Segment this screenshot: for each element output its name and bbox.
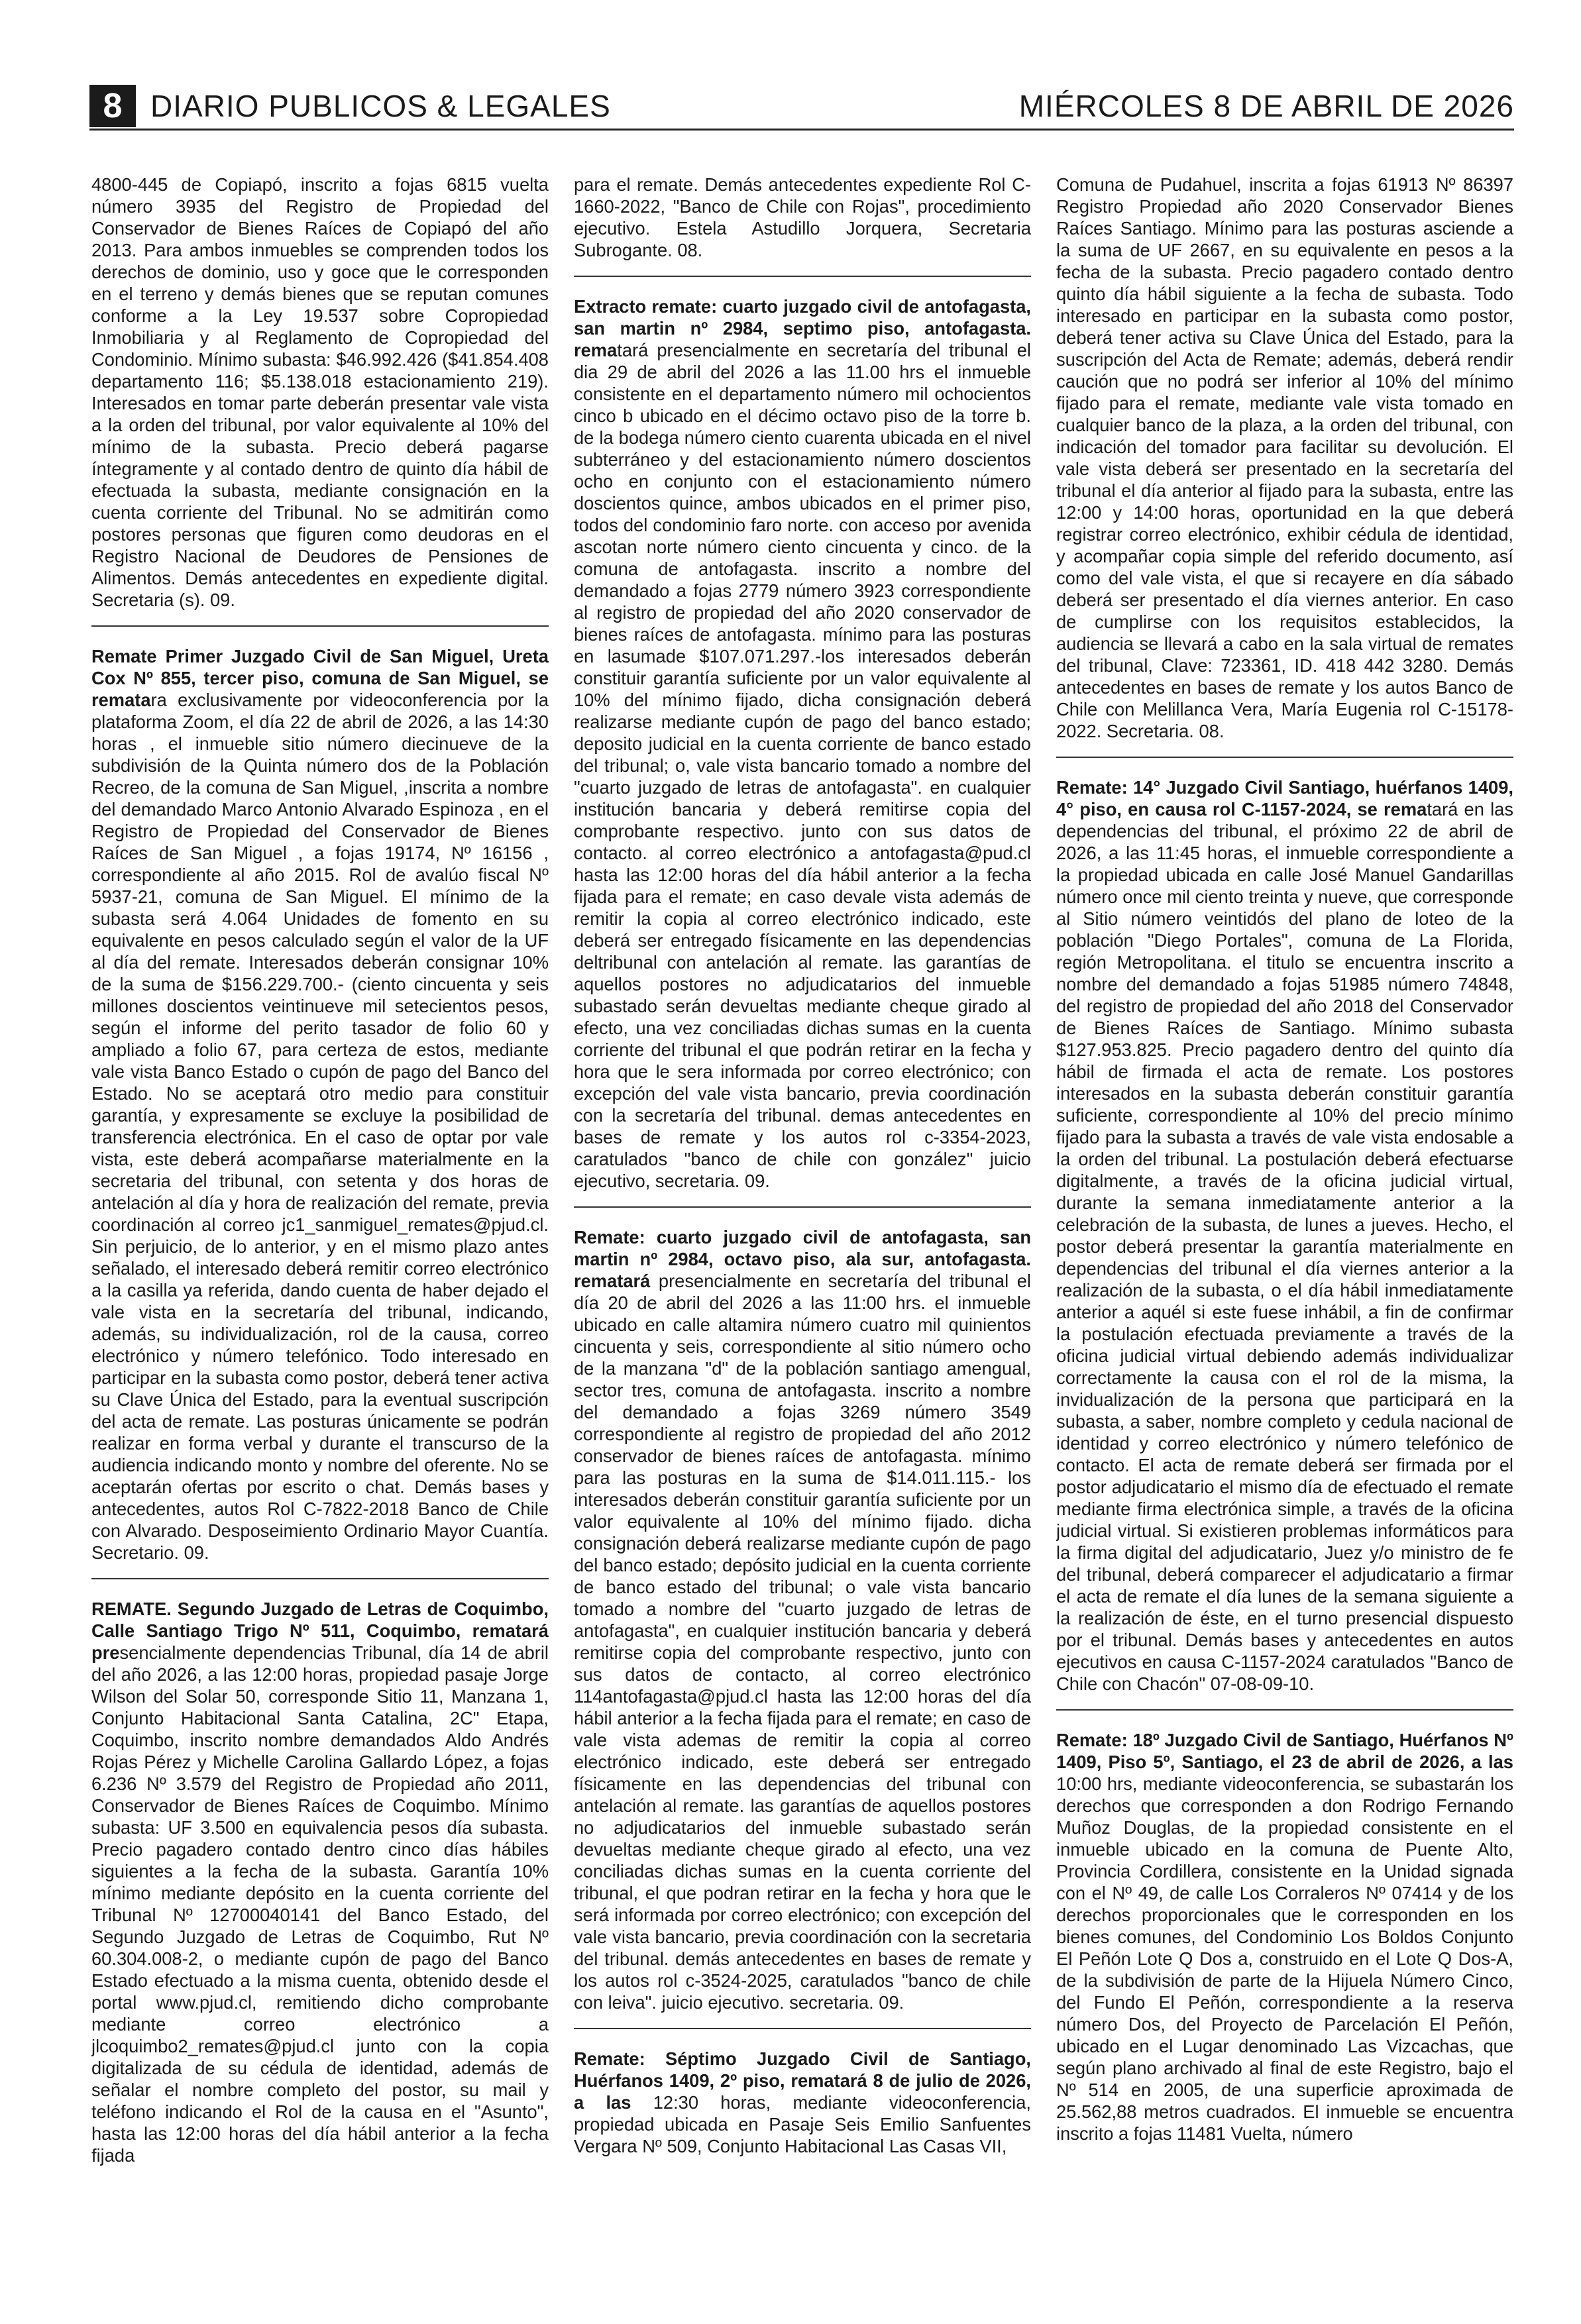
notice-body (91, 645, 549, 1563)
notice-heading: Remate: Séptimo Juzgado Civil de Santiago, Huérfanos 1409, 2º piso, rematará 8 de julio de 2026, a las (574, 2048, 1031, 2113)
notice-heading: Remate: 18º Juzgado Civil de Santiago, Huérfanos Nº 1409, Piso 5º, Santiago, el 23 de abril de 2026, a las (1056, 1730, 1513, 1772)
notice-body (574, 1226, 1031, 2013)
notice-heading: Remate: cuarto juzgado civil de antofagasta, san martin nº 2984, octavo piso, ala sur, antofagasta. rematará (574, 1227, 1031, 1291)
notice-text: Comuna de Pudahuel, inscrita a fojas 61913 Nº 86397 Registro Propiedad año 2020 Conservador Bienes Raíces Santiago. Mínimo para las posturas asciende a la suma de UF 2667, en su equivalente en pesos a la fecha de la subasta. Precio pagadero contado dentro quinto día hábil siguiente a la fecha de subasta. Todo interesado en participar en la subasta como postor, deberá tener activa su Clave Única del Estado, para la suscripción del Acta de Remate; además, deberá rendir caución que no podrá ser inferior al 10% del mínimo fijado para el remate, mediante vale vista tomado en cualquier banco de la plaza, a la orden del tribunal, con indicación del tomador para facilitar su devolución. El vale vista deberá ser presentado en la secretaría del tribunal el día anterior al fijado para la subasta, entre las 12:00 y 14:00 horas, oportunidad en la que deberá registrar correo electrónico, exhibir cédula de identidad, y acompañar copia simple del referido documento, así como del vale vista, el que si recayere en día sábado deberá ser presentado el día viernes anterior. En caso de cumplirse con los requisitos establecidos, la audiencia se llevará a cabo en la sala virtual de remates del tribunal, Clave: 723361, ID. 418 442 3280. Demás antecedentes en bases de remate y los autos Banco de Chile con Melillanca Vera, María Eugenia rol C-15178-2022. Secretaria. 08. (1056, 174, 1513, 741)
notice-body (91, 174, 549, 611)
notice-body (91, 1598, 549, 2166)
notice-body (574, 295, 1031, 1192)
notice-text: tará en las dependencias del tribunal, el próximo 22 de abril de 2026, a las 11:45 horas, el inmueble correspondiente a la propiedad ubicada en calle José Manuel Gandarillas número once mil ciento treinta y nueve, que corresponde al Sitio número veintidós del plano de loteo de la población "Diego Portales", comuna de La Florida, región Metropolitana. el titulo se encuentra inscrito a nombre del demandado a fojas 51985 número 74848, del registro de propiedad del año 2018 del Conservador de Bienes Raíces de Santiago. Mínimo subasta $127.953.825. Precio pagadero dentro del quinto día hábil de firmada el acta de remate. Los postores interesados en la subasta deberán constituir garantía suficiente, correspondiente al 10% del precio mínimo fijado para la subasta a través de vale vista endosable a la orden del tribunal. La postulación deberá efectuarse digitalmente, a través de la oficina judicial virtual, durante la semana inmediatamente anterior a la celebración de la subasta, de lunes a jueves. Hecho, el postor deberá presentar la garantía materialmente en dependencias del tribunal el día viernes anterior a la realización de la subasta, o el día hábil inmediatamente anterior a aquél si este fuese inhábil, a fin de confirmar la postulación efectuada previamente a través de la oficina judicial virtual debiendo además individualizar correctamente la causa con el rol de la misma, la invidualización de la persona que participará en la subasta, a saber, nombre completo y cedula nacional de identidad y correo electrónico y número telefónico de contacto. El acta de remate deberá ser firmada por el postor adjudicatario el mismo día de efectuado el remate mediante firma electrónica simple, a través de la oficina judicial virtual. Si existieren problemas informáticos para la firma digital del adjudicatario, Juez y/o ministro de fe del tribunal, deberá comparecer el adjudicatario a firmar el acta de remate el día lunes de la semana siguiente a la realización de éste, en el turno presencial dispuesto por el tribunal. Demás bases y antecedentes en autos ejecutivos en causa C-1157-2024 caratulados "Banco de Chile con Chacón" 07-08-09-10. (1056, 799, 1513, 1694)
column-3 (1056, 174, 1513, 2294)
notice-continued (574, 174, 1031, 277)
header-rule (89, 129, 1514, 131)
page-header (89, 85, 1514, 127)
notice-body (1056, 776, 1513, 1695)
notice-heading: Extracto remate: cuarto juzgado civil de antofagasta, san martin nº 2984, septimo piso, antofagasta. rema (574, 296, 1031, 360)
notice-heading: REMATE. Segundo Juzgado de Letras de Coquimbo, Calle Santiago Trigo Nº 511, Coquimbo, rematará pre (91, 1599, 549, 1663)
notice-heading: Remate Primer Juzgado Civil de San Miguel, Ureta Cox Nº 855, tercer piso, comuna de San Miguel, se remata (91, 646, 549, 710)
notice-text: sencialmente dependencias Tribunal, día 14 de abril del año 2026, a las 12:00 horas, propiedad pasaje Jorge Wilson del Solar 50, corresponde Sitio 11, Manzana 1, Conjunto Habitacional Santa Catalina, 2C" Etapa, Coquimbo, inscrito nombre demandados Aldo Andrés Rojas Pérez y Michelle Carolina Gallardo López, a fojas 6.236 Nº 3.579 del Registro de Propiedad año 2011, Conservador de Bienes Raíces de Coquimbo. Mínimo subasta: UF 3.500 en equivalencia pesos día subasta. Precio pagadero contado dentro cinco días hábiles siguientes a la fecha de la subasta. Garantía 10% mínimo mediante depósito en la cuenta corriente del Tribunal Nº 12700040141 del Banco Estado, del Segundo Juzgado de Letras de Coquimbo, Rut Nº 60.304.008-2, o mediante cupón de pago del Banco Estado efectuado a la misma cuenta, obtenido desde el portal www.pjud.cl, remitiendo dicho comprobante mediante correo electrónico a jlcoquimbo2_remates@pjud.cl junto con la copia digitalizada de su cédula de identidad, además de señalar el nombre completo del postor, su mail y teléfono indicando el Rol de la causa en el "Asunto", hasta las 12:00 horas del día hábil anterior a la fecha fijada (91, 1642, 549, 2166)
issue-date: MIÉRCOLES 8 DE ABRIL DE 2026 (1018, 89, 1514, 123)
notice-text: ra exclusivamente por videoconferencia por la plataforma Zoom, el día 22 de abril de 2026, a las 14:30 horas , el inmueble sitio número diecinueve de la subdivisión de la Quinta número dos de la Población Recreo, de la comuna de San Miguel, ,inscrita a nombre del demandado Marco Antonio Alvarado Espinoza , en el Registro de Propiedad del Conservador de Bienes Raíces de San Miguel , a fojas 19174, Nº 16156 , correspondiente al año 2015. Rol de avalúo fiscal Nº 5937-21, comuna de San Miguel. El mínimo de la subasta será 4.064 Unidades de fomento en su equivalente en pesos calculado según el valor de la UF al día del remate. Interesados deberán consignar 10% de la suma de $156.229.700.- (ciento cincuenta y seis millones doscientos veintinueve mil setecientos pesos, según el informe del perito tasador de folio 60 y ampliado a folio 67, para certeza de estos, mediante vale vista Banco Estado o cupón de pago del Banco del Estado. No se aceptará otro medio para constituir garantía, y expresamente se excluye la posibilidad de transferencia electrónica. En el caso de optar por vale vista, este deberá acompañarse materialmente en la secretaria del tribunal, con setenta y dos horas de antelación al día y hora de realización del remate, previa coordinación al correo jc1_sanmiguel_remates@pjud.cl. Sin perjuicio, de lo anterior, y en el mismo plazo antes señalado, el interesado deberá remitir correo electrónico a la casilla ya referida, dando cuenta de haber dejado el vale vista en la secretaría del tribunal, indicando, además, su individualización, rol de la causa, correo electrónico y número telefónico. Todo interesado en participar en la subasta como postor, deberá tener activa su Clave Única del Estado, para la eventual suscripción del acta de remate. Las posturas únicamente se podrán realizar en forma verbal y durante el transcurso de la audiencia indicando monto y nombre del oferente. No se aceptarán ofertas por escrito o chat. Demás bases y antecedentes, autos Rol C-7822-2018 Banco de Chile con Alvarado. Desposeimiento Ordinario Mayor Cuantía. Secretario. 09. (91, 690, 549, 1563)
notice-heading: Remate: 14° Juzgado Civil Santiago, huérfanos 1409, 4° piso, en causa rol C-1157-2024, se rema (1056, 777, 1513, 819)
notice-continued (91, 174, 549, 627)
notice-14-santiago (1056, 776, 1513, 1711)
notice-continued (1056, 174, 1513, 758)
column-2 (574, 174, 1031, 2294)
notice-body (574, 174, 1031, 261)
notice-text: presencialmente en secretaría del tribunal el día 20 de abril del 2026 a las 11:00 hrs. el inmueble ubicado en calle altamira número cuatro mil quinientos cincuenta y seis, correspondiente al sitio número ocho de la manzana "d" de la población santiago amengual, sector tres, comuna de antofagasta. inscrito a nombre del demandado a fojas 3269 número 3549 correspondiente al registro de propiedad del año 2012 conservador de bienes raíces de antofagasta. mínimo para las posturas en la suma de $14.011.115.- los interesados deberán constituir garantía suficiente por un valor equivalente al 10% del mínimo fijado. dicha consignación deberá realizarse mediante cupón de pago del banco estado; depósito judicial en la cuenta corriente de banco estado del tribunal; o vale vista bancario tomado a nombre del "cuarto juzgado de letras de antofagasta", en cualquier institución bancaria y deberá remitirse copia del comprobante respectivo, junto con sus datos de contacto, al correo electrónico 114antofagasta@pjud.cl hasta las 12:00 horas del día hábil anterior a la fecha fijada para el remate; en caso de vale vista ademas de remitir la copia al correo electrónico indicado, este deberá ser entregado físicamente en las dependencias del tribunal con antelación al remate. las garantías de aquellos postores no adjudicatarios del inmueble subastado serán devueltas mediante cheque girado al efecto, una vez conciliadas dichas sumas en la cuenta corriente del tribunal, el que podran retirar en la fecha y hora que le será informada por correo electrónico; con excepción del vale vista bancario, previa coordinación con la secretaria del tribunal. demás antecedentes en bases de remate y los autos rol c-3524-2025, caratulados "banco de chile con leiva". juicio ejecutivo. secretaria. 09. (574, 1271, 1031, 2013)
notice-text: 12:30 horas, mediante videoconferencia, propiedad ubicada en Pasaje Seis Emilio Sanfuentes Vergara Nº 509, Conjunto Habitacional Las Casas VII, (574, 2092, 1031, 2156)
notice-text: 4800-445 de Copiapó, inscrito a fojas 6815 vuelta número 3935 del Registro de Propiedad del Conservador de Bienes Raíces de Copiapó del año 2013. Para ambos inmuebles se comprenden todos los derechos de dominio, uso y goce que le corresponden en el terreno y demás bienes que se reputan comunes conforme a la Ley 19.537 sobre Copropiedad Inmobiliaria y al Reglamento de Copropiedad del Condominio. Mínimo subasta: $46.992.426 ($41.854.408 departamento 116; $5.138.018 estacionamiento 219). Interesados en tomar parte deberán presentar vale vista a la orden del tribunal, por valor equivalente al 10% del mínimo de la subasta. Precio deberá pagarse íntegramente y al contado dentro de quinto día hábil de efectuada la subasta, mediante consignación en la cuenta corriente del Tribunal. No se admitirán como postores personas que figuren como deudoras en el Registro Nacional de Deudores de Pensiones de Alimentos. Demás antecedentes en expediente digital. Secretaria (s). 09. (91, 174, 549, 610)
notice-18-santiago (1056, 1729, 1513, 2159)
notice-coquimbo (91, 1598, 549, 2181)
notice-antofagasta-septimo (574, 295, 1031, 1208)
page-number: 8 (89, 85, 136, 127)
notice-text: tará presencialmente en secretaría del tribunal el dia 29 de abril del 2026 a las 11.00 hrs el inmueble consistente en el departamento número mil ochocientos cinco b ubicado en el décimo octavo piso de la torre b. de la bodega número ciento cuarenta ubicada en el nivel subterráneo y del estacionamiento número doscientos ocho en conjunto con el estacionamiento número doscientos quince, ambos ubicados en el primer piso, todos del condominio faro norte. con acceso por avenida ascotan norte número ciento cincuenta y cinco. de la comuna de antofagasta. inscrito a nombre del demandado a fojas 2779 número 3923 correspondiente al registro de propiedad del año 2020 conservador de bienes raíces de antofagasta. mínimo para las posturas en lasumade $107.071.297.-los interesados deberán constituir garantía suficiente por un valor equivalente al 10% del mínimo fijado, dicha consignación deberá realizarse mediante cupón de pago del banco estado; deposito judicial en la cuenta corriente de banco estado del tribunal; o, vale vista bancario tomado a nombre del "cuarto juzgado de letras de antofagasta". en cualquier institución bancaria y deberá remitirse copia del comprobante respectivo. junto con sus datos de contacto. al correo electrónico a antofagasta@pud.cl hasta las 12:00 horas del día hábil anterior a la fecha fijada para el remate; en caso devale vista además de remitir la copia al correo electrónico indicado, este deberá ser entregado físicamente en las dependencias deltribunal con antelación al remate. las garantías de aquellos postores no adjudicatarios del inmueble subastado serán devueltas mediante cheque girado al efecto, una vez conciliadas dichas sumas en la cuenta corriente del tribunal el que podrán retirar en la fecha y hora que le sera informada por correo electrónico; con excepción del vale vista bancario, previa coordinación con la secretaría del tribunal. demas antecedentes en bases de remate y los autos rol c-3354-2023, caratulados "banco de chile con gonzález" juicio ejecutivo, secretaria. 09. (574, 340, 1031, 1191)
notice-body (1056, 1729, 1513, 2144)
publication-title: DIARIO PUBLICOS & LEGALES (150, 89, 611, 123)
notice-body (1056, 174, 1513, 742)
column-1 (91, 174, 549, 2294)
notice-text: para el remate. Demás antecedentes expediente Rol C-1660-2022, "Banco de Chile con Rojas", procedimiento ejecutivo. Estela Astudillo Jorquera, Secretaria Subrogante. 08. (574, 174, 1031, 260)
notice-san-miguel (91, 645, 549, 1579)
notice-antofagasta-octavo (574, 1226, 1031, 2029)
notice-body (574, 2048, 1031, 2157)
notice-text: 10:00 hrs, mediante videoconferencia, se subastarán los derechos que corresponden a don Rodrigo Fernando Muñoz Douglas, de la propiedad consistente en el inmueble ubicado en la comuna de Puente Alto, Provincia Cordillera, consistente en la Unidad signada con el Nº 49, de calle Los Corraleros Nº 07414 y de los derechos proporcionales que le corresponden en los bienes comunes, del Condominio Los Boldos Conjunto El Peñón Lote Q Dos a, construido en el Lote Q Dos-A, de la subdivisión de parte de la Hijuela Número Cinco, del Fundo El Peñón, correspondiente a la reserva número Dos, del Proyecto de Parcelación El Peñón, ubicado en el Lugar denominado Las Vizcachas, que según plano archivado al final de este Registro, bajo el Nº 514 en 2005, de una superficie aproximada de 25.562,88 metros cuadrados. El inmueble se encuentra inscrito a fojas 11481 Vuelta, número (1056, 1773, 1513, 2144)
notice-septimo-santiago (574, 2048, 1031, 2172)
